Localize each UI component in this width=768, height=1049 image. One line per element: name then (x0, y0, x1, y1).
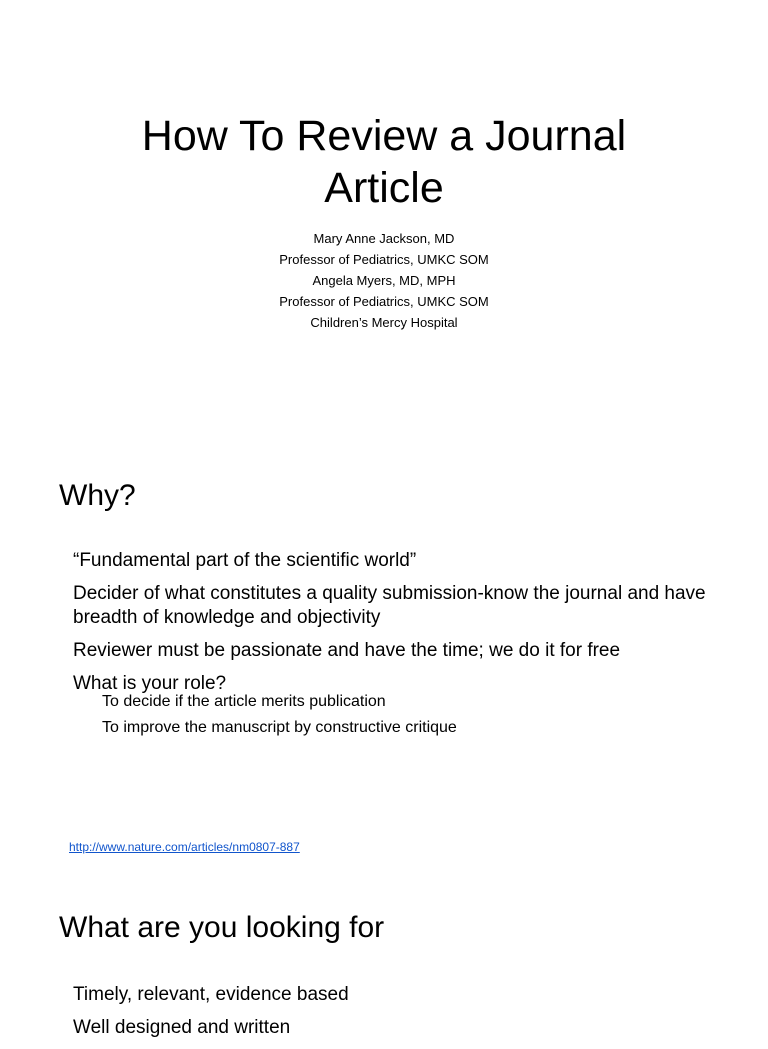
list-item: “Fundamental part of the scientific world” (73, 550, 417, 571)
why-bullet-list (73, 549, 713, 747)
list-item: Timely, relevant, evidence based (73, 984, 349, 1005)
section-heading-looking-for: What are you looking for (59, 911, 385, 944)
role-sub-list (73, 692, 713, 738)
looking-for-bullet-list (73, 983, 713, 1049)
list-item: Reviewer must be passionate and have the time; we do it for free (73, 640, 621, 661)
section-heading-why: Why? (59, 479, 136, 512)
author-name: Angela Myers, MD, MPH (312, 273, 456, 288)
presentation-title: How To Review a Journal Article (141, 112, 627, 212)
sub-list-item: To improve the manuscript by constructive critique (102, 719, 457, 736)
list-item: Decider of what constitutes a quality submission-know the journal and have breadth of knowledge and objectivity (73, 583, 706, 628)
list-item-text: What is your role? (73, 673, 227, 694)
institution: Children’s Mercy Hospital (310, 315, 458, 330)
list-item (73, 672, 713, 738)
author-block (0, 228, 768, 333)
sub-list-item: To decide if the article merits publication (102, 693, 386, 710)
author-name: Mary Anne Jackson, MD (313, 231, 455, 246)
author-title: Professor of Pediatrics, UMKC SOM (279, 252, 489, 267)
author-title: Professor of Pediatrics, UMKC SOM (279, 294, 489, 309)
title-slide (0, 110, 768, 333)
reference-link[interactable]: http://www.nature.com/articles/nm0807-887 (69, 840, 300, 854)
list-item: Well designed and written (73, 1017, 291, 1038)
